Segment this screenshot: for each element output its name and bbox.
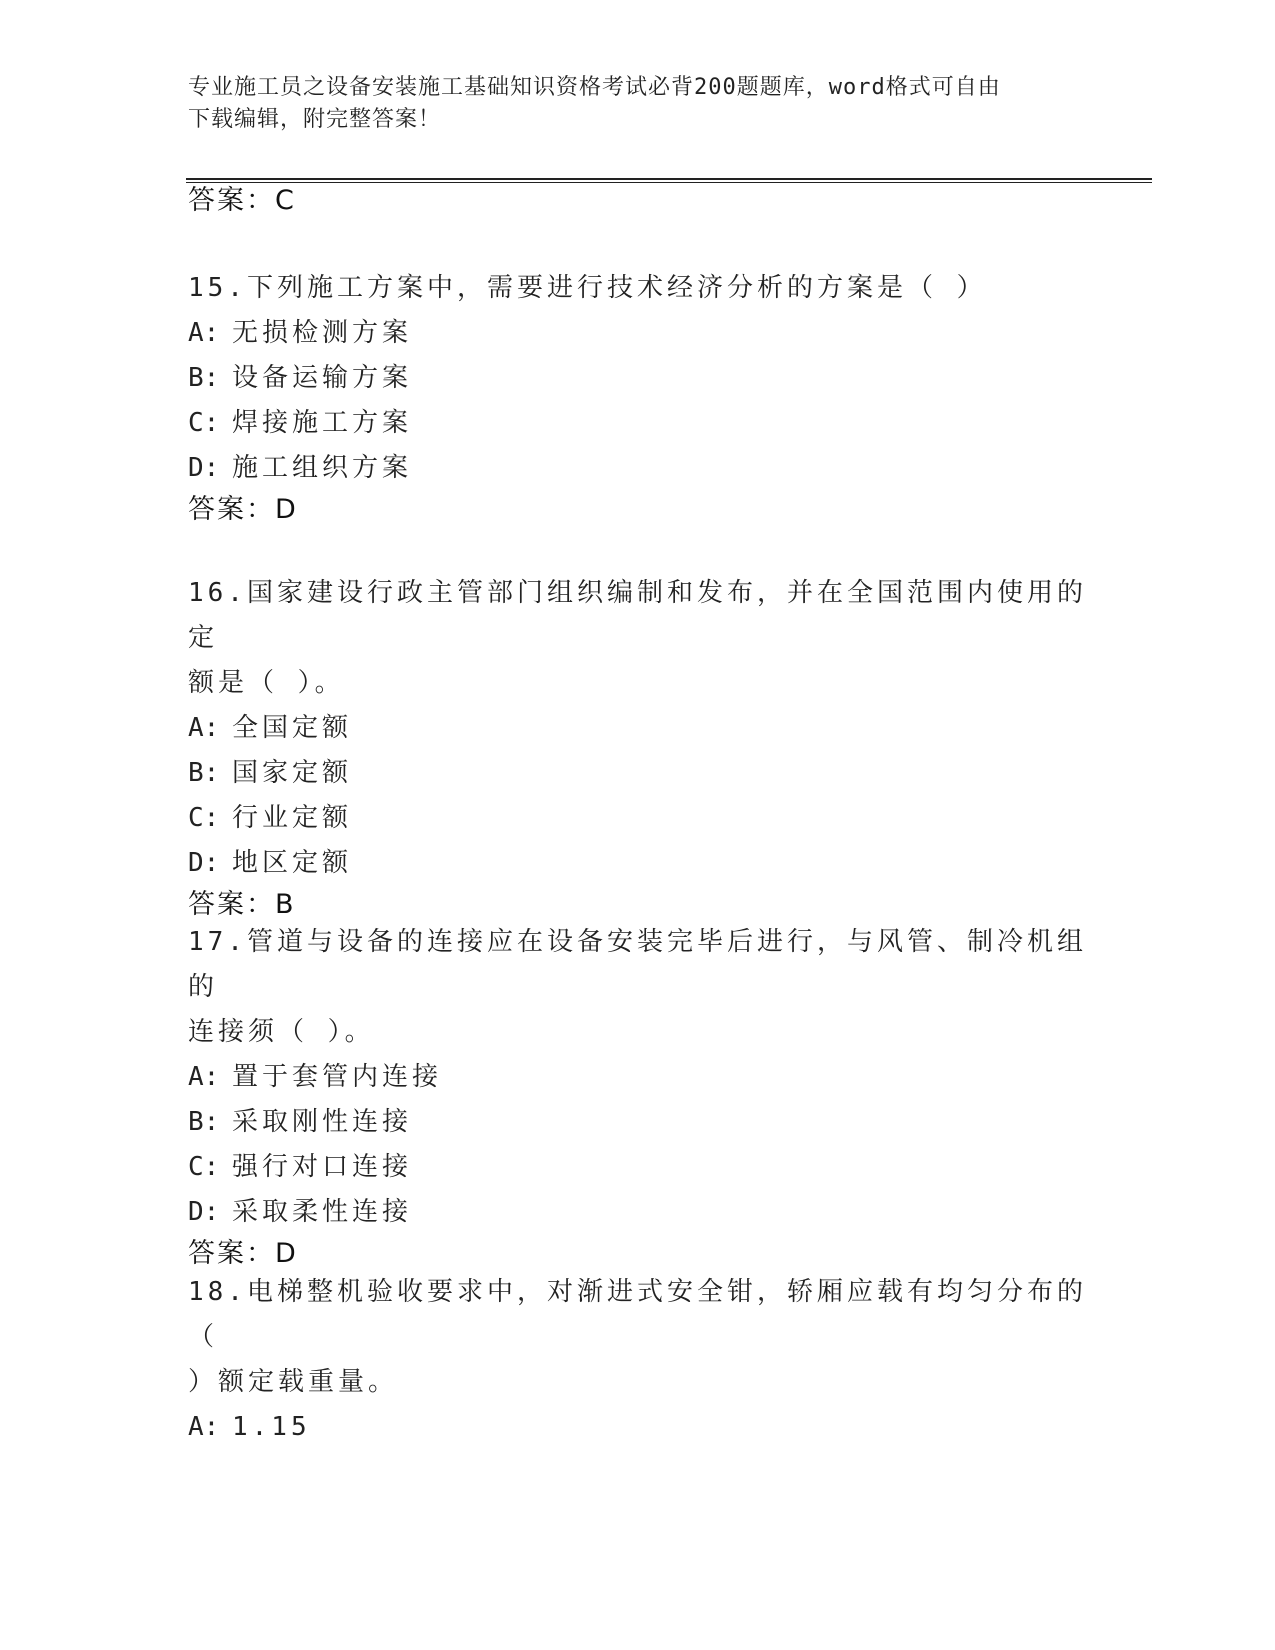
answer-value: D <box>275 494 296 525</box>
question-stem-line-1: 17.管道与设备的连接应在设备安装完毕后进行，与风管、制冷机组的 <box>188 927 1087 1002</box>
option-a: A: 置于套管内连接 <box>188 1062 443 1092</box>
option-d: D: 地区定额 <box>188 848 353 878</box>
page-header <box>188 72 1088 136</box>
answer-value: B <box>275 889 294 920</box>
question-stem-line-2: 额是（ ）。 <box>188 668 345 698</box>
option-a: A: 全国定额 <box>188 713 353 743</box>
question-15 <box>188 266 1088 527</box>
question-16 <box>188 571 1088 922</box>
option-c: C: 强行对口连接 <box>188 1152 413 1182</box>
answer-line: 答案：B <box>188 889 294 920</box>
answer-label: 答案： <box>188 185 275 216</box>
question-stem-line-1: 18.电梯整机验收要求中，对渐进式安全钳，轿厢应载有均匀分布的（ <box>188 1277 1087 1352</box>
question-17 <box>188 920 1088 1271</box>
question-18 <box>188 1270 1088 1450</box>
question-stem: 15.下列施工方案中，需要进行技术经济分析的方案是（ ） <box>188 273 987 303</box>
answer-line: 答案：D <box>188 494 296 525</box>
option-a: A: 1.15 <box>188 1412 311 1442</box>
answer-line: 答案：D <box>188 1238 296 1269</box>
header-divider <box>186 178 1152 183</box>
option-b: B: 国家定额 <box>188 758 353 788</box>
answer-value: D <box>275 1238 296 1269</box>
answer-value: C <box>275 185 294 216</box>
option-d: D: 施工组织方案 <box>188 453 413 483</box>
question-stem-line-2: 连接须（ ）。 <box>188 1017 375 1047</box>
header-line-2: 下载编辑，附完整答案！ <box>188 107 442 132</box>
question-stem-line-2: ）额定载重量。 <box>188 1367 399 1397</box>
option-a: A: 无损检测方案 <box>188 318 413 348</box>
answer-line <box>188 184 1088 218</box>
option-d: D: 采取柔性连接 <box>188 1197 413 1227</box>
header-line-1: 专业施工员之设备安装施工基础知识资格考试必背200题题库，word格式可自由 <box>188 75 1001 100</box>
option-b: B: 设备运输方案 <box>188 363 413 393</box>
option-b: B: 采取刚性连接 <box>188 1107 413 1137</box>
option-c: C: 焊接施工方案 <box>188 408 413 438</box>
question-stem-line-1: 16.国家建设行政主管部门组织编制和发布，并在全国范围内使用的定 <box>188 578 1087 653</box>
option-c: C: 行业定额 <box>188 803 353 833</box>
